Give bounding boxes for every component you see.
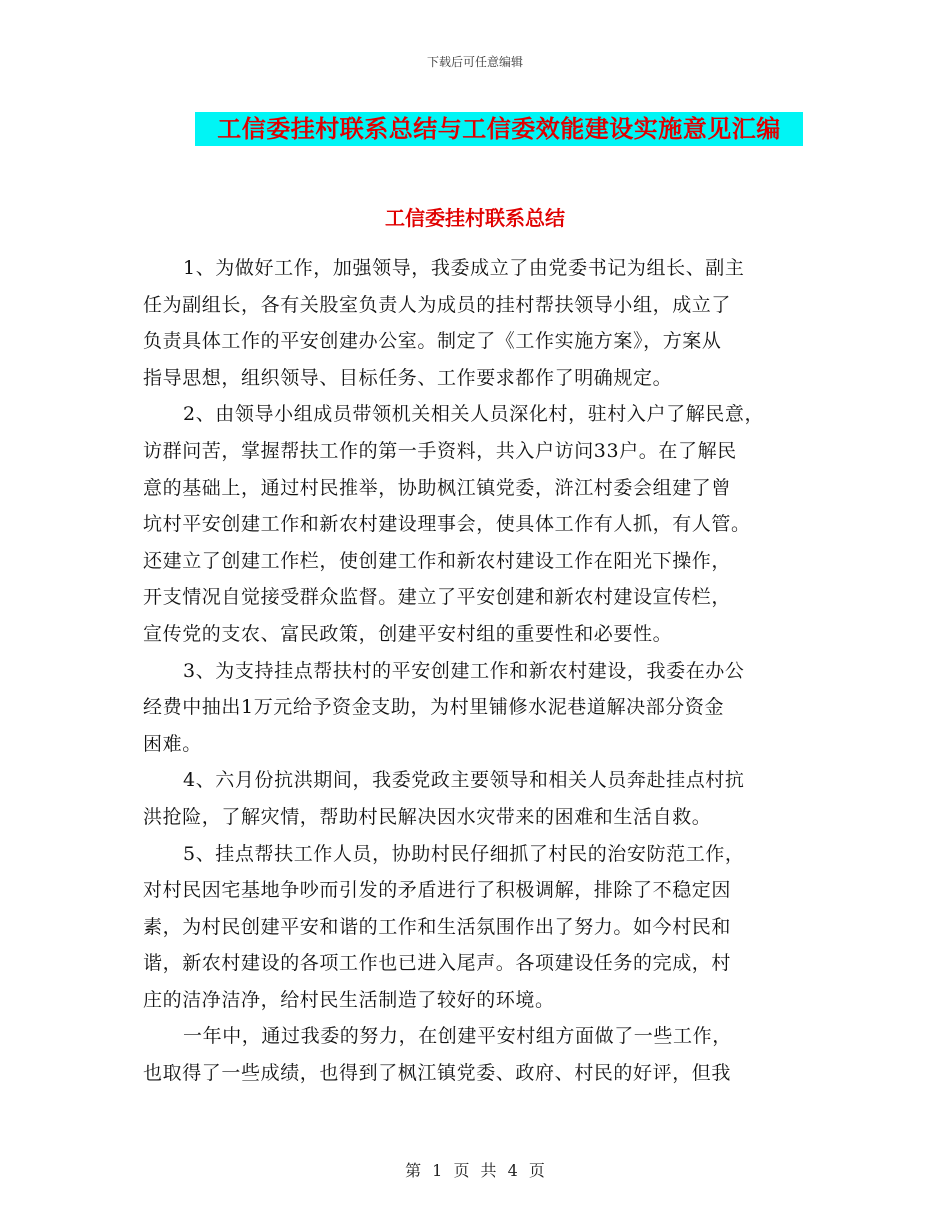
text-line: 1、为做好工作，加强领导，我委成立了由党委书记为组长、副主 xyxy=(183,257,745,279)
text-line: 意的基础上，通过村民推举，协助枫江镇党委，浒江村委会组建了曾 xyxy=(143,476,732,499)
text-line: 洪抢险，了解灾情，帮助村民解决因水灾带来的困难和生活自救。 xyxy=(143,805,712,828)
text-line: 宣传党的支农、富民政策，创建平安村组的重要性和必要性。 xyxy=(143,622,673,645)
text-line: 4、六月份抗洪期间，我委党政主要领导和相关人员奔赴挂点村抗 xyxy=(183,769,745,792)
text-line: 访群问苦，掌握帮扶工作的第一手资料，共入户访问33户。在了解民 xyxy=(143,439,737,462)
text-line: 一年中，通过我委的努力，在创建平安村组方面做了一些工作， xyxy=(183,1025,732,1048)
text-line: 庄的洁净洁净，给村民生活制造了较好的环境。 xyxy=(143,988,555,1011)
text-line: 开支情况自觉接受群众监督。建立了平安创建和新农村建设宣传栏， xyxy=(143,586,732,609)
header-note: 下载后可任意编辑 xyxy=(426,55,523,69)
text-line: 也取得了一些成绩，也得到了枫江镇党委、政府、村民的好评，但我 xyxy=(143,1062,732,1085)
text-line: 素，为村民创建平安和谐的工作和生活氛围作出了努力。如今村民和 xyxy=(143,915,732,938)
section-title: 工信委挂村联系总结 xyxy=(385,206,565,230)
text-line: 谐，新农村建设的各项工作也已进入尾声。各项建设任务的完成，村 xyxy=(143,952,732,975)
text-line: 对村民因宅基地争吵而引发的矛盾进行了积极调解，排除了不稳定因 xyxy=(143,879,732,902)
text-line: 坑村平安创建工作和新农村建设理事会，使具体工作有人抓，有人管。 xyxy=(143,513,751,536)
text-line: 经费中抽出1万元给予资金支助，为村里铺修水泥巷道解决部分资金 xyxy=(143,696,725,719)
text-line: 困难。 xyxy=(143,732,202,755)
page-footer: 第 1 页 共 4 页 xyxy=(405,1161,545,1180)
text-line: 5、挂点帮扶工作人员，协助村民仔细抓了村民的治安防范工作， xyxy=(183,842,745,865)
text-line: 负责具体工作的平安创建办公室。制定了《工作实施方案》，方案从 xyxy=(143,330,722,353)
text-line: 还建立了创建工作栏，使创建工作和新农村建设工作在阳光下操作， xyxy=(143,549,732,572)
body-text xyxy=(143,250,808,1092)
page-title: 工信委挂村联系总结与工信委效能建设实施意见汇编 xyxy=(217,115,781,143)
text-line: 2、由领导小组成员带领机关相关人员深化村，驻村入户了解民意， xyxy=(183,403,765,426)
text-line: 任为副组长，各有关股室负责人为成员的挂村帮扶领导小组，成立了 xyxy=(143,293,732,316)
text-line: 指导思想，组织领导、目标任务、工作要求都作了明确规定。 xyxy=(143,366,673,389)
text-line: 3、为支持挂点帮扶村的平安创建工作和新农村建设，我委在办公 xyxy=(183,659,745,682)
